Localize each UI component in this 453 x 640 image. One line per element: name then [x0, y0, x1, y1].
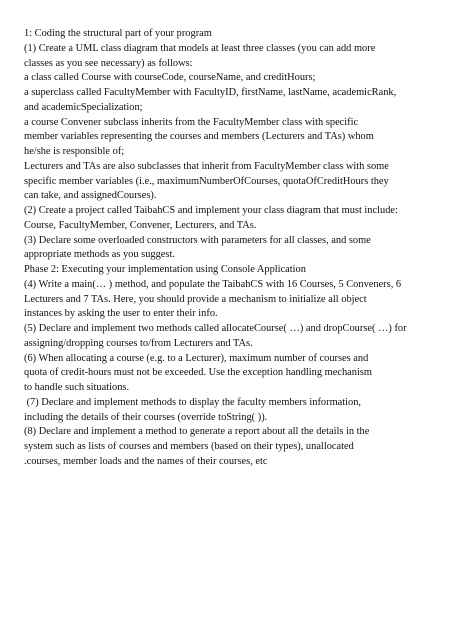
text-line: instances by asking the user to enter their info. [24, 308, 218, 320]
text-line: (2) Create a project called TaibahCS and implement your class diagram that must include: [24, 205, 398, 216]
text-line: system such as lists of courses and members (based on their types), unallocated [24, 441, 354, 452]
text-line: to handle such situations. [24, 382, 130, 393]
text-line: assigning/dropping courses to/from Lecturers and TAs. [24, 337, 253, 349]
text-line: quota of credit-hours must not be exceeded. Use the exception handling mechanism [24, 367, 372, 379]
text-line: a course Convener subclass inherits from the FacultyMember class with specific [24, 116, 359, 128]
text-line: 1: Coding the structural part of your program [24, 28, 212, 39]
text-line: (1) Create a UML class diagram that models at least three classes (you can add more [24, 42, 376, 54]
text-line: (8) Declare and implement a method to generate a report about all the details in the [24, 426, 370, 438]
text-line: he/she is responsible of; [24, 146, 125, 157]
text-line: and academicSpecialization; [24, 101, 143, 113]
text-line: (7) Declare and implement methods to display the faculty members information, [24, 396, 362, 408]
text-line: a superclass called FacultyMember with FacultyID, firstName, lastName, academicRank, [24, 87, 397, 98]
text-line: (6) When allocating a course (e.g. to a Lecturer), maximum number of courses and [24, 352, 369, 364]
text-line: (5) Declare and implement two methods called allocateCourse( …) and dropCourse( …) for [24, 323, 407, 334]
text-line: classes as you see necessary) as follows: [24, 57, 193, 69]
text-line: Lecturers and 7 TAs. Here, you should provide a mechanism to initialize all object [24, 293, 367, 305]
text-line: can take, and assignedCourses). [24, 190, 157, 202]
text-line: (3) Declare some overloaded constructors with parameters for all classes, and some [24, 234, 371, 246]
text-line: member variables representing the courses and members (Lecturers and TAs) whom [24, 131, 374, 143]
text-line: a class called Course with courseCode, courseName, and creditHours; [24, 72, 316, 84]
text-line: Phase 2: Executing your implementation using Console Application [24, 264, 306, 275]
text-line: (4) Write a main(… ) method, and populate the TaibahCS with 16 Courses, 5 Conveners, 6 [24, 278, 402, 290]
document-body [24, 27, 444, 470]
text-line: Course, FacultyMember, Convener, Lecturers, and TAs. [24, 219, 257, 231]
text-line: specific member variables (i.e., maximumNumberOfCourses, quotaOfCreditHours they [24, 175, 389, 187]
text-line: Lecturers and TAs are also subclasses that inherit from FacultyMember class with some [24, 160, 389, 172]
text-line: including the details of their courses (override toString( )). [24, 411, 268, 423]
text-line: .courses, member loads and the names of their courses, etc [24, 455, 268, 467]
text-line: appropriate methods as you suggest. [24, 249, 175, 261]
